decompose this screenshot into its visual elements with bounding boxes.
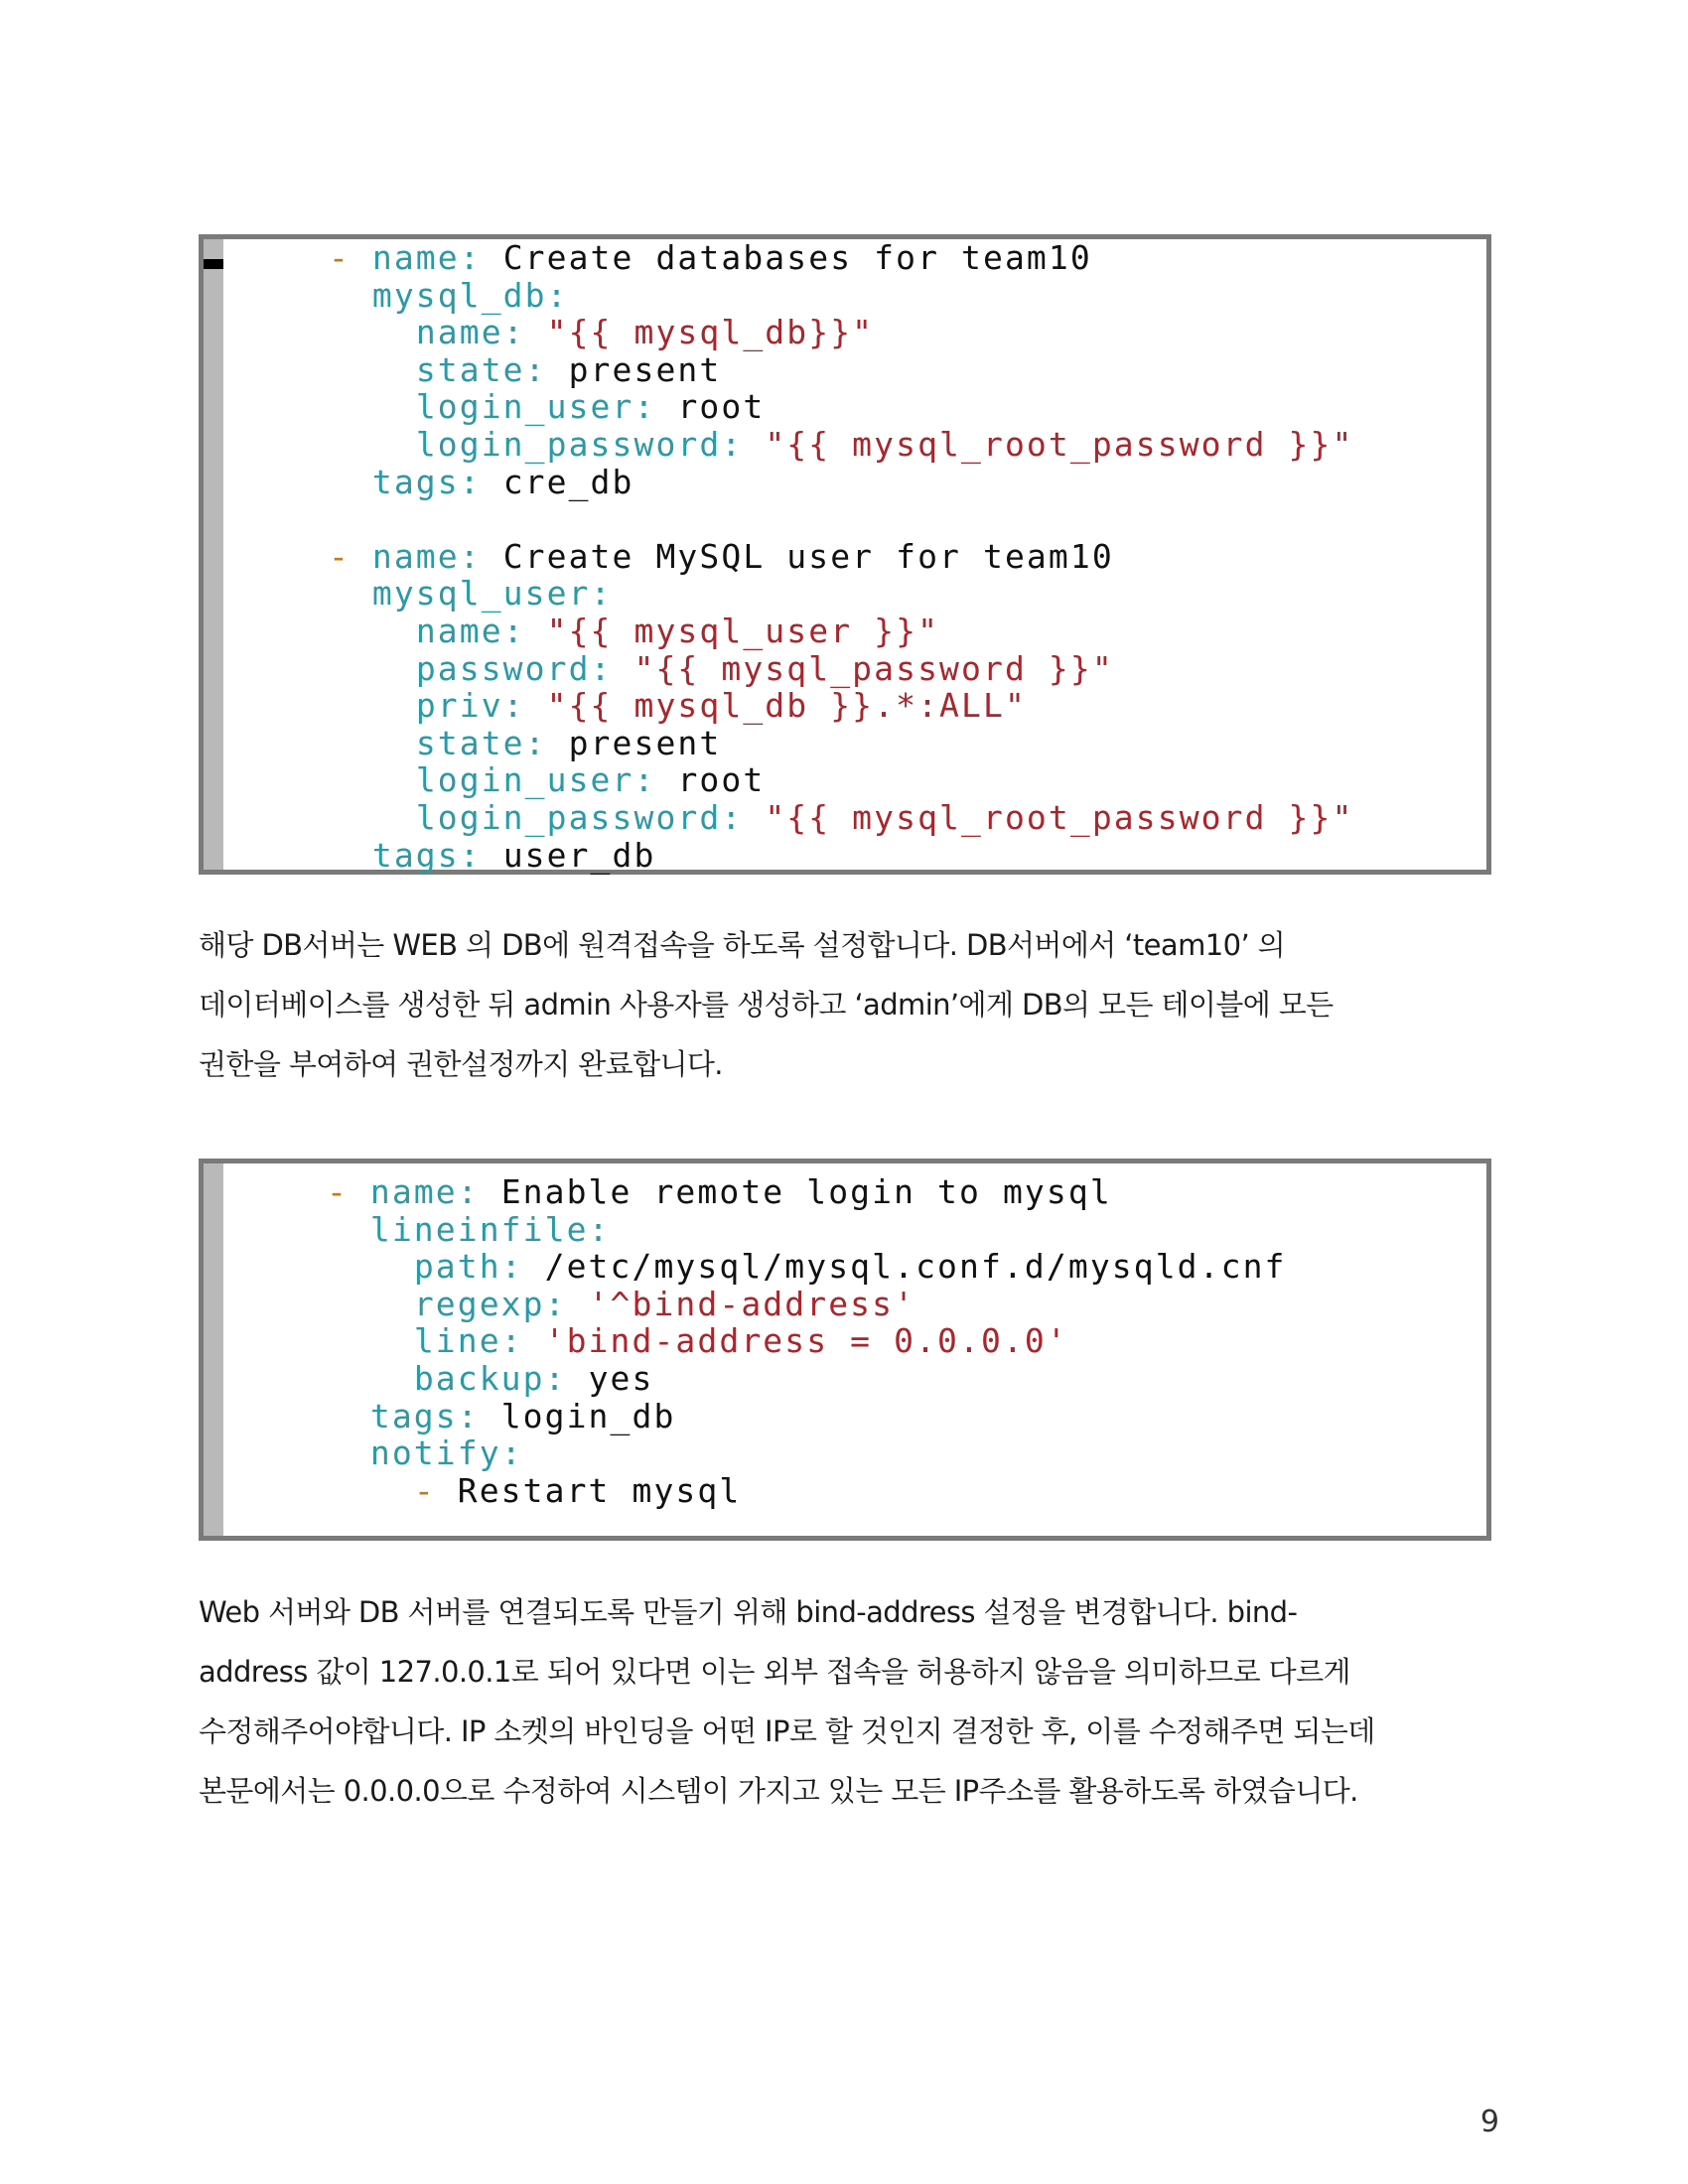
code-line (285, 239, 1353, 277)
code-line (283, 1322, 1287, 1360)
code-line (285, 277, 1353, 315)
code-indent (285, 425, 416, 464)
code-sep: : (524, 723, 569, 762)
paragraph-1 (199, 915, 1499, 1094)
code-value: "{{ mysql_password }}" (633, 648, 1114, 688)
code-line (285, 613, 1353, 650)
code-value: root (677, 387, 766, 427)
code-indent (283, 1285, 414, 1323)
code-key: notify (369, 1433, 501, 1473)
code-line (285, 575, 1353, 613)
code-indent (283, 1471, 414, 1510)
code-line (285, 314, 1353, 351)
code-value: "{{ mysql_root_password }}" (765, 424, 1354, 464)
code-line (285, 687, 1353, 725)
code-key: login_password (415, 424, 722, 464)
code-indent (285, 760, 416, 799)
code-sep: : (459, 536, 503, 576)
code-value: '^bind-address' (588, 1284, 916, 1323)
code-indent (285, 387, 416, 426)
code-indent (283, 1321, 414, 1360)
code-block-2 (199, 1159, 1491, 1541)
code-sep: : (459, 238, 503, 277)
code-key: tags (371, 462, 460, 501)
code-line (285, 426, 1353, 464)
code-indent (285, 649, 416, 688)
code-key: regexp (413, 1284, 545, 1323)
code-key: line (413, 1321, 501, 1361)
editor-gutter (204, 239, 223, 870)
code-value: Create MySQL user for team10 (502, 536, 1114, 576)
code-sep: : (457, 1172, 501, 1211)
code-key: state (415, 349, 525, 389)
code-line (285, 837, 1353, 875)
code-line (283, 1360, 1287, 1398)
code-indent (285, 724, 416, 762)
code-dash: - (326, 1172, 370, 1211)
code-sep: : (633, 387, 678, 427)
code-sep: : (544, 1358, 589, 1398)
code-line (285, 650, 1353, 688)
code-indent (285, 350, 416, 389)
code-value: Restart mysql (457, 1470, 742, 1510)
code-sep: : (524, 349, 569, 389)
code-indent (285, 313, 416, 351)
code-value: "{{ mysql_db }}.*:ALL" (546, 686, 1027, 726)
code-key: password (415, 648, 591, 688)
code-key: tags (371, 835, 460, 875)
code-dash: - (328, 536, 372, 576)
code-indent (283, 1433, 370, 1472)
code-line (285, 761, 1353, 799)
code-sep: : (590, 648, 634, 688)
code-indent (283, 1210, 370, 1249)
code-indent (283, 1172, 327, 1211)
code-indent (285, 463, 372, 501)
code-key: name (369, 1172, 458, 1211)
code-indent (285, 276, 372, 315)
code-line (285, 799, 1353, 837)
code-value: root (677, 760, 766, 800)
code-sep: : (500, 1433, 523, 1473)
code-sep: : (721, 797, 766, 837)
code-key: login_password (415, 797, 722, 837)
code-key: mysql_user (371, 574, 591, 614)
code-sep: : (633, 760, 678, 800)
code-sep: : (502, 611, 547, 650)
code-key: name (415, 611, 503, 650)
code-value: yes (588, 1358, 654, 1398)
code-line (285, 351, 1353, 389)
code-indent (283, 1359, 414, 1398)
code-key: mysql_db (371, 275, 547, 315)
code-value: "{{ mysql_db}}" (546, 313, 875, 352)
code-sep: : (502, 313, 547, 352)
code-sep: : (459, 835, 503, 875)
code-key: priv (415, 686, 503, 726)
code-key: name (415, 313, 503, 352)
code-line (285, 538, 1353, 576)
code-indent (283, 1247, 414, 1286)
code-line (283, 1248, 1287, 1286)
code-sep: : (546, 275, 569, 315)
code-line (283, 1472, 1287, 1510)
code-value: cre_db (502, 462, 634, 501)
code-value: 'bind-address = 0.0.0.0' (544, 1321, 1068, 1361)
code-block-1 (199, 234, 1491, 875)
code-key: backup (413, 1358, 545, 1398)
code-dash: - (328, 238, 372, 277)
code-line (283, 1211, 1287, 1249)
code-value: user_db (502, 835, 656, 875)
code-dash: - (413, 1470, 458, 1510)
code-value: login_db (500, 1396, 676, 1435)
code-sep: : (590, 574, 613, 614)
paragraph-2 (199, 1582, 1499, 1821)
paragraph-line: 본문에서는 0.0.0.0으로 수정하여 시스템이 가지고 있는 모든 IP주소를 활용하도록 하였습니다. (199, 1774, 1358, 1808)
code-value: present (568, 349, 722, 389)
code-sep: : (721, 424, 766, 464)
paragraph-line: Web 서버와 DB 서버를 연결되도록 만들기 위해 bind-address 설정을 변경합니다. bind- (199, 1595, 1298, 1629)
code-value: "{{ mysql_user }}" (546, 611, 940, 650)
code-key: name (371, 238, 460, 277)
code-key: state (415, 723, 525, 762)
text-cursor (204, 259, 223, 269)
code-sep: : (500, 1247, 545, 1287)
code-indent (283, 1397, 370, 1435)
code-value: present (568, 723, 722, 762)
code-indent (285, 574, 372, 613)
paragraph-line: 수정해주어야합니다. IP 소켓의 바인딩을 어떤 IP로 할 것인지 결정한 후, 이를 수정해주면 되는데 (199, 1714, 1375, 1748)
code-sep: : (500, 1321, 545, 1361)
code-indent (285, 537, 329, 576)
paragraph-line: 권한을 부여하여 권한설정까지 완료합니다. (199, 1047, 723, 1081)
code-key: login_user (415, 387, 634, 427)
code-line (283, 1434, 1287, 1472)
code-line (285, 464, 1353, 501)
code-indent (285, 612, 416, 650)
editor-gutter (204, 1163, 223, 1536)
code-sep: : (459, 462, 503, 501)
code-line (285, 388, 1353, 426)
code-indent (285, 238, 329, 277)
code-line (283, 1173, 1287, 1211)
paragraph-line: address 값이 127.0.0.1로 되어 있다면 이는 외부 접속을 허용하지 않음을 의미하므로 다르게 (199, 1655, 1350, 1689)
code-content (285, 239, 1353, 874)
code-value: /etc/mysql/mysql.conf.d/mysqld.cnf (544, 1247, 1287, 1287)
code-line (283, 1398, 1287, 1435)
code-line (285, 500, 1353, 538)
code-line (285, 725, 1353, 762)
code-indent (285, 686, 416, 725)
code-value: Enable remote login to mysql (500, 1172, 1112, 1211)
code-key: path (413, 1247, 501, 1287)
page-number: 9 (1479, 2105, 1499, 2139)
code-key: tags (369, 1396, 458, 1435)
code-indent (285, 798, 416, 837)
code-key: name (371, 536, 460, 576)
paragraph-line: 데이터베이스를 생성한 뒤 admin 사용자를 생성하고 ‘admin’에게 DB의 모든 테이블에 모든 (199, 988, 1334, 1022)
code-sep: : (502, 686, 547, 726)
code-key: lineinfile (369, 1209, 589, 1249)
code-sep: : (588, 1209, 611, 1249)
code-sep: : (457, 1396, 501, 1435)
code-value: Create databases for team10 (502, 238, 1092, 277)
paragraph-line: 해당 DB서버는 WEB 의 DB에 원격접속을 하도록 설정합니다. DB서버에서 ‘team10’ 의 (199, 928, 1286, 962)
code-indent (285, 836, 372, 875)
code-key: login_user (415, 760, 634, 800)
code-sep: : (544, 1284, 589, 1323)
code-content (283, 1173, 1287, 1509)
code-line (283, 1286, 1287, 1323)
code-value: "{{ mysql_root_password }}" (765, 797, 1354, 837)
